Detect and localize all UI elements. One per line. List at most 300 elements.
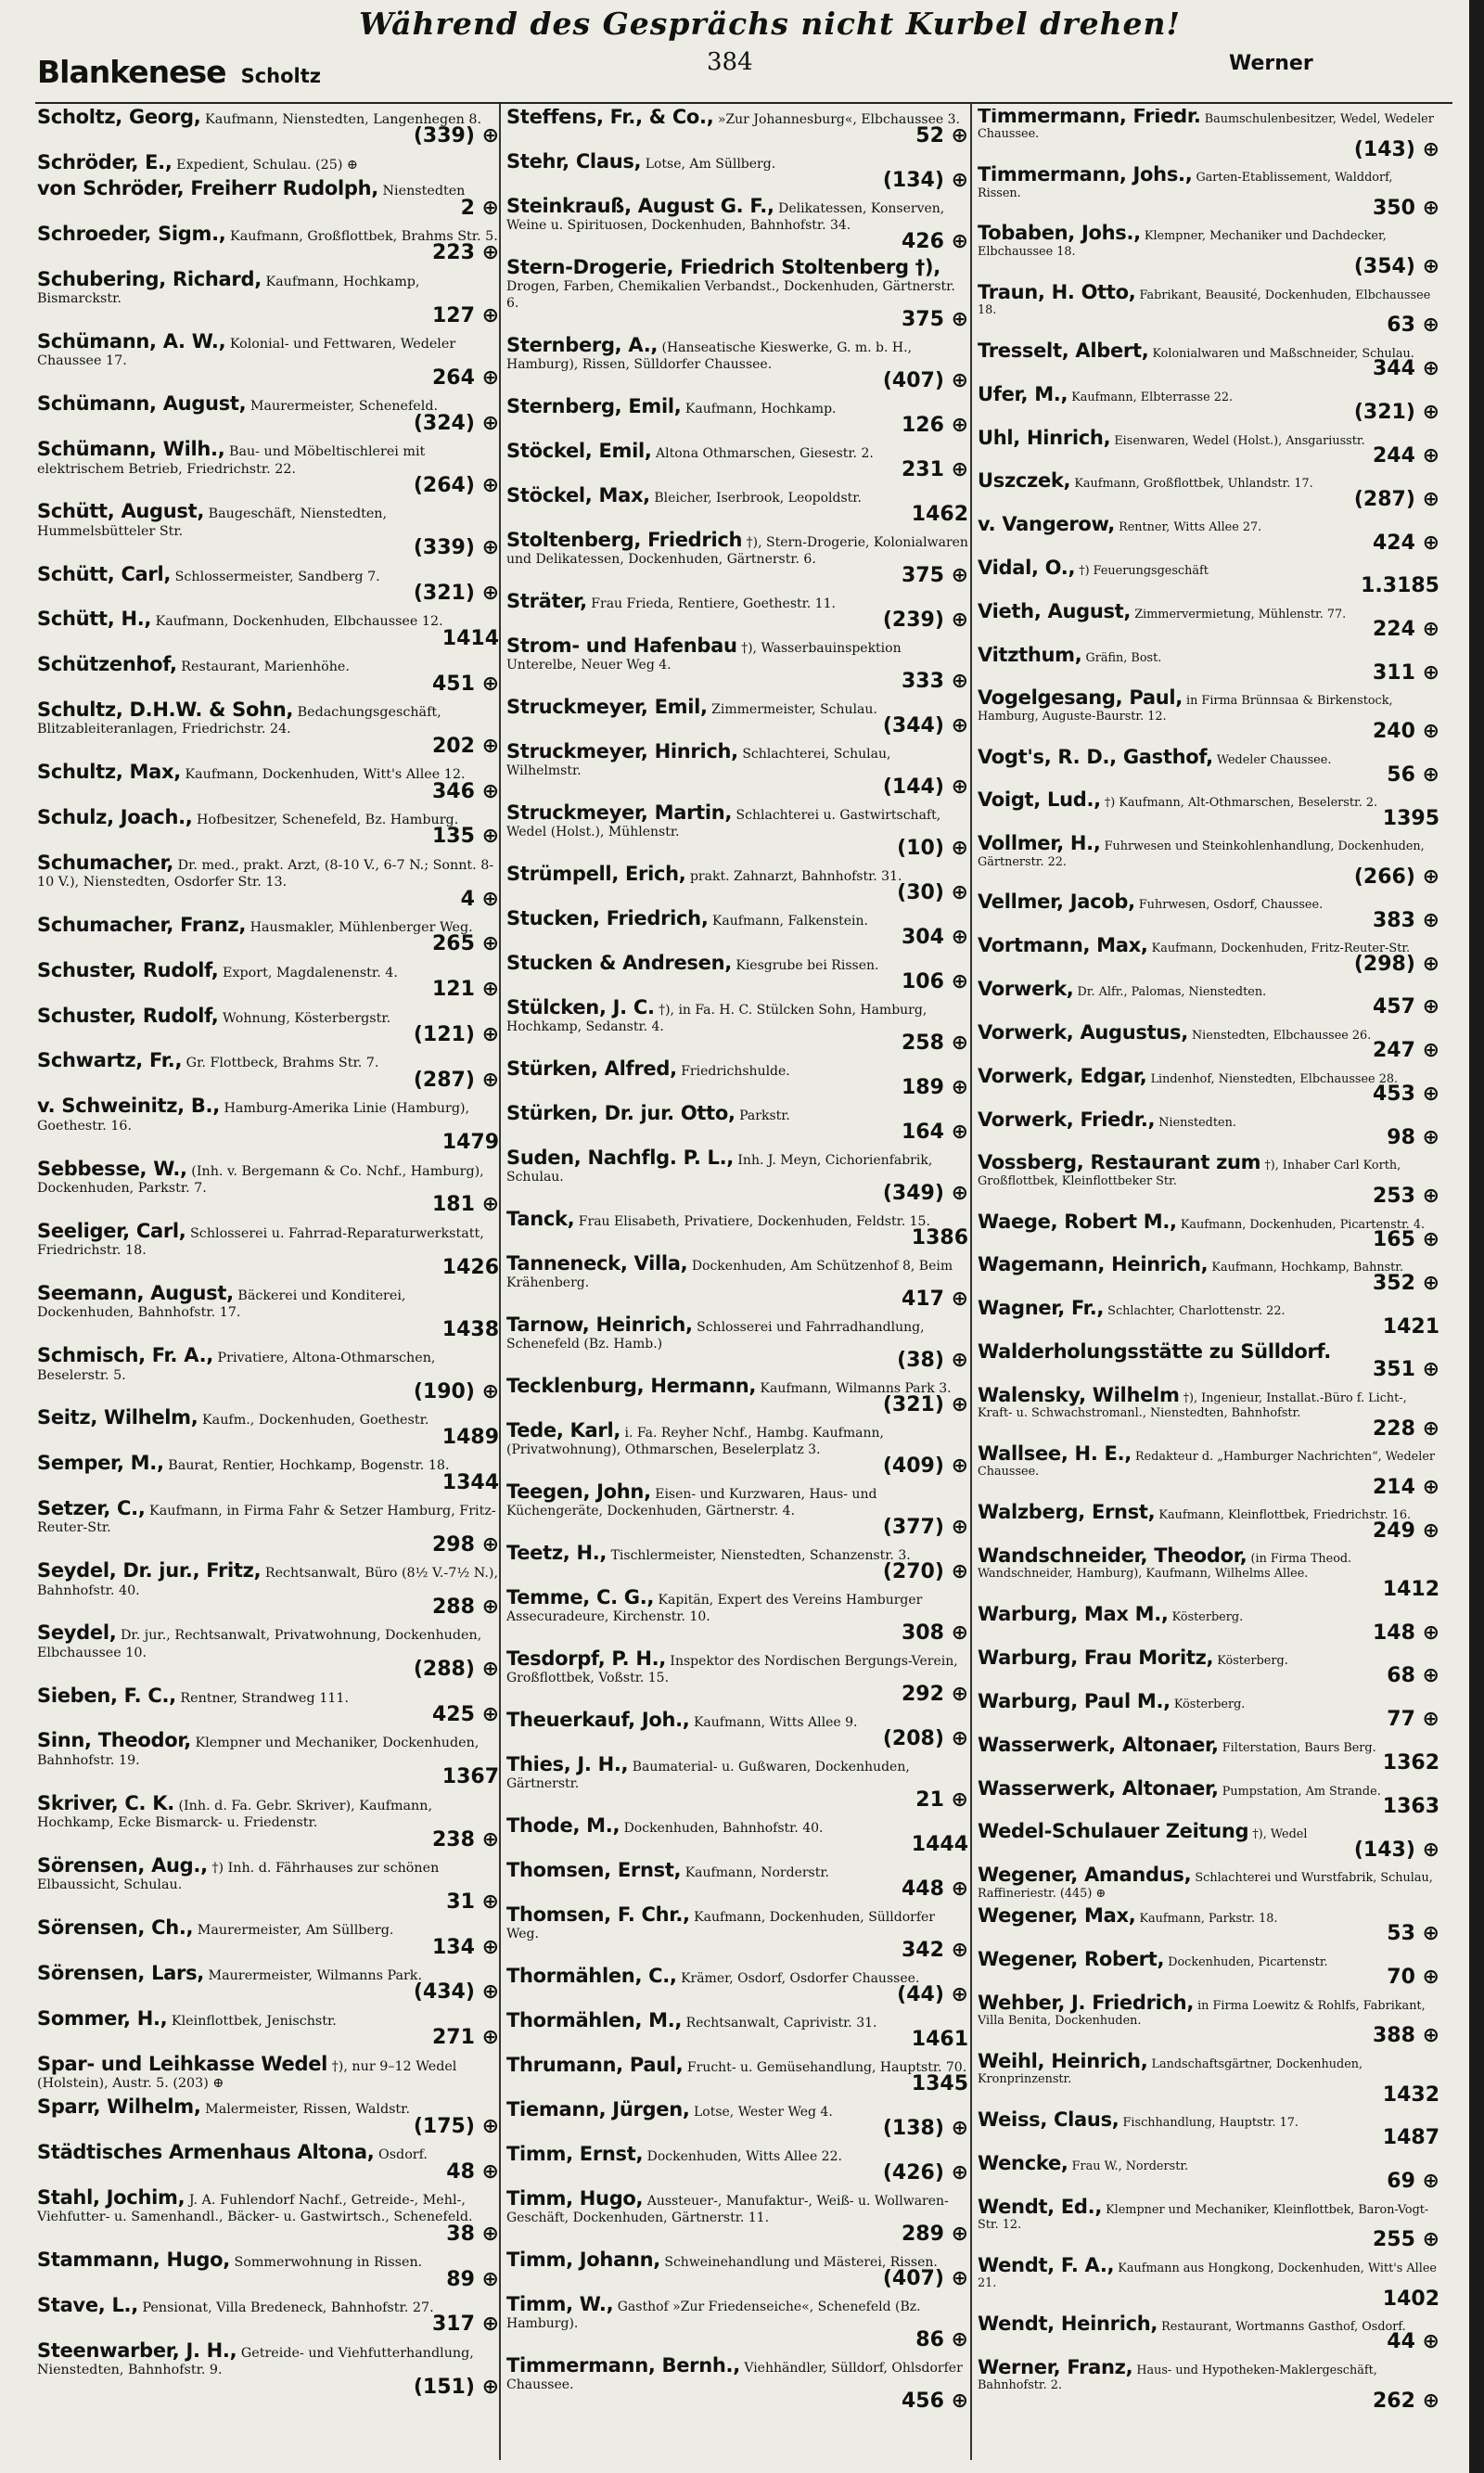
directory-entry: [978, 2108, 1439, 2150]
phone-number: 134 ⊕: [431, 1935, 499, 1959]
directory-entry: [37, 392, 499, 435]
entry-details: Kösterberg.: [1173, 1697, 1246, 1711]
phone-number: 258 ⊕: [901, 1031, 968, 1055]
directory-entry: [978, 1991, 1439, 2048]
entry-details: Dockenhuden, Witts Allee 22.: [646, 2149, 842, 2164]
entry-details: Eisenwaren, Wedel (Holst.), Ansgariusstr.: [1114, 433, 1365, 448]
directory-entry: [37, 1097, 499, 1153]
entry-name: Stoltenberg, Friedrich: [506, 529, 743, 551]
entry-details: Fuhrwesen und Steinkohlenhandlung, Dockenhuden, Gärtnerstr. 22.: [978, 839, 1425, 869]
entry-name: Schroeder, Sigm.,: [37, 223, 226, 246]
entry-name: Strom- und Hafenbau: [506, 634, 737, 657]
directory-entry: [506, 150, 968, 192]
entry-details: Kiesgrube bei Rissen.: [736, 958, 879, 973]
entry-name: Wencke,: [978, 2151, 1068, 2174]
entry-name: Vitzthum,: [978, 643, 1082, 666]
entry-details: Wedeler Chaussee.: [1216, 752, 1332, 767]
directory-entry: [978, 934, 1439, 976]
directory-entry: [978, 1339, 1439, 1382]
phone-number: 1402: [1382, 2287, 1439, 2311]
phone-number: 214 ⊕: [1372, 1475, 1439, 1499]
directory-entry: [37, 2006, 499, 2050]
phone-number: 451 ⊕: [431, 672, 499, 696]
entry-name: Wendt, Heinrich,: [978, 2313, 1158, 2336]
entry-name: Schumacher, Franz,: [37, 914, 247, 937]
phone-number: (339) ⊕: [413, 536, 499, 560]
directory-entry: [978, 2195, 1439, 2252]
phone-number: 417 ⊕: [901, 1288, 968, 1311]
entry-details: †), nur 9–12 Wedel (Holstein), Austr. 5. (203) ⊕: [37, 2058, 457, 2091]
entry-name: Voigt, Lud.,: [978, 788, 1101, 812]
entry-details: »Zur Johannesburg«, Elbchaussee 3.: [717, 112, 960, 127]
directory-entry: [506, 698, 968, 737]
directory-entry: [978, 1151, 1439, 1209]
phone-number: 289 ⊕: [901, 2223, 968, 2246]
phone-number: 1421: [1382, 1314, 1439, 1339]
phone-number: 288 ⊕: [431, 1595, 499, 1620]
entry-name: Teetz, H.,: [506, 1542, 608, 1564]
entry-name: Wehber, J. Friedrich,: [978, 1991, 1195, 2014]
entry-details: Altona Othmarschen, Giesestr. 2.: [656, 446, 874, 461]
directory-entry: [37, 225, 499, 264]
entry-name: Seeliger, Carl,: [37, 1219, 186, 1242]
phone-number: 98 ⊕: [1387, 1125, 1439, 1149]
entry-name: Stürken, Dr. jur. Otto,: [506, 1102, 736, 1124]
entry-details: Schlachterei u. Gastwirtschaft, Wedel (Holst.), Mühlenstr.: [506, 808, 941, 839]
entry-name: Walzberg, Ernst,: [978, 1501, 1156, 1524]
directory-entry: [37, 653, 499, 696]
phone-number: 457 ⊕: [1372, 995, 1439, 1019]
entry-details: †), Stern-Drogerie, Kolonialwaren und Delikatessen, Dockenhuden, Gärtnerstr. 6.: [506, 535, 968, 567]
directory-entry: [506, 2054, 968, 2095]
entry-name: Wegener, Robert,: [978, 1947, 1165, 1970]
directory-entry: [37, 1916, 499, 1959]
directory-entry: [978, 1297, 1439, 1339]
directory-entry: [37, 330, 499, 390]
directory-entry: [37, 562, 499, 605]
entry-details: (in Firma Theod. Wandschneider, Hamburg), Kaufmann, Wilhelms Allee.: [978, 1552, 1352, 1582]
phone-number: 56 ⊕: [1387, 763, 1439, 787]
entry-name: Stahl, Jochim,: [37, 2186, 186, 2209]
entry-details: Rentner, Witts Allee 27.: [1119, 520, 1262, 535]
phone-number: (190) ⊕: [413, 1379, 499, 1403]
phone-number: 1444: [911, 1833, 968, 1856]
entry-name: Schmisch, Fr. A.,: [37, 1344, 213, 1367]
phone-number: 426 ⊕: [901, 230, 968, 253]
entry-name: Uszczek,: [978, 469, 1071, 493]
directory-entry: [978, 426, 1439, 468]
entry-details: Kaufmann, Hochkamp, Bismarckstr.: [37, 274, 420, 307]
entry-details: Klempner und Mechaniker, Dockenhuden, Bahnhofstr. 19.: [37, 1736, 480, 1768]
entry-details: Nienstedten: [382, 184, 466, 199]
entry-name: Tanck,: [506, 1208, 575, 1230]
directory-entry: [506, 195, 968, 253]
directory-entry: [978, 2151, 1439, 2194]
entry-name: Sörensen, Lars,: [37, 1961, 204, 1984]
entry-name: Seitz, Wilhelm,: [37, 1406, 198, 1429]
entry-name: Struckmeyer, Martin,: [506, 801, 733, 824]
entry-name: Vorwerk, Edgar,: [978, 1064, 1147, 1087]
phone-number: 1438: [441, 1317, 499, 1341]
directory-entry: [37, 1049, 499, 1092]
entry-name: Tarnow, Heinrich,: [506, 1313, 693, 1336]
phone-number: 1412: [1382, 1577, 1439, 1601]
directory-entry: [506, 1208, 968, 1249]
entry-details: Frau Frieda, Rentiere, Goethestr. 11.: [591, 596, 836, 611]
phone-number: (264) ⊕: [413, 473, 499, 497]
phone-number: (30) ⊕: [897, 881, 968, 904]
phone-number: 44 ⊕: [1387, 2330, 1439, 2354]
phone-number: 344 ⊕: [1372, 357, 1439, 381]
directory-entry: [506, 996, 968, 1055]
phone-number: 1386: [911, 1226, 968, 1249]
entry-details: Baumaterial- u. Gußwaren, Dockenhuden, Gärtnerstr.: [506, 1760, 910, 1791]
entry-details: Kösterberg.: [1217, 1654, 1288, 1669]
phone-number: (266) ⊕: [1353, 865, 1439, 890]
directory-entry: [978, 2049, 1439, 2107]
entry-name: Steinkrauß, August G. F.,: [506, 195, 774, 217]
directory-entry: [506, 1859, 968, 1901]
phone-number: (321) ⊕: [882, 1393, 968, 1416]
phone-number: 89 ⊕: [446, 2267, 499, 2291]
entry-details: Wohnung, Kösterbergstr.: [223, 1010, 391, 1026]
directory-entry: [506, 2098, 968, 2140]
directory-entry: [506, 1149, 968, 1204]
directory-entry: [37, 150, 499, 173]
entry-name: Timm, Ernst,: [506, 2143, 644, 2165]
phone-number: (407) ⊕: [882, 2267, 968, 2290]
directory-entry: [506, 1586, 968, 1645]
phone-number: 135 ⊕: [431, 825, 499, 849]
phone-number: 189 ⊕: [901, 1076, 968, 1099]
entry-name: Schröder, E.,: [37, 150, 173, 173]
entry-name: Scholtz, Georg,: [37, 109, 201, 128]
entry-details: Kaufmann, Dockenhuden, Elbchaussee 12.: [155, 614, 443, 630]
entry-details: Pumpstation, Am Strande.: [1222, 1784, 1381, 1799]
header-rule: [35, 102, 1452, 104]
page-number: 384: [707, 48, 753, 76]
directory-entry: [978, 2313, 1439, 2354]
phone-number: 271 ⊕: [431, 2026, 499, 2050]
phone-number: 48 ⊕: [446, 2159, 499, 2184]
directory-entry: [37, 610, 499, 649]
phone-number: (287) ⊕: [1353, 487, 1439, 511]
entry-name: Seydel, Dr. jur., Fritz,: [37, 1559, 262, 1582]
phone-number: 342 ⊕: [901, 1939, 968, 1962]
directory-entry: [506, 1753, 968, 1812]
phone-number: 352 ⊕: [1372, 1271, 1439, 1295]
entry-details: †) Inh. d. Fährhauses zur schönen Elbaussicht, Schulau.: [37, 1860, 440, 1893]
phone-number: 21 ⊕: [915, 1788, 968, 1812]
phone-number: 240 ⊕: [1372, 720, 1439, 744]
entry-name: Stammann, Hugo,: [37, 2249, 230, 2272]
entry-name: Warburg, Paul M.,: [978, 1689, 1171, 1712]
entry-details: Hausmakler, Mühlenberger Weg.: [249, 920, 473, 936]
directory-entry: [506, 1903, 968, 1962]
entry-name: Tanneneck, Villa,: [506, 1252, 688, 1275]
directory-entry: [978, 1064, 1439, 1107]
phone-number: (208) ⊕: [882, 1727, 968, 1750]
entry-details: Kaufmann, Parkstr. 18.: [1139, 1911, 1278, 1926]
phone-number: (143) ⊕: [1353, 137, 1439, 161]
entry-details: Hamburg-Amerika Linie (Hamburg), Goethestr. 16.: [37, 1101, 470, 1134]
entry-name: Thies, J. H.,: [506, 1753, 629, 1775]
entry-details: Aussteuer-, Manufaktur-, Weiß- u. Wollwaren-Geschäft, Dockenhuden, Gärtnerstr. 11.: [506, 2194, 949, 2225]
entry-details: Nienstedten.: [1158, 1115, 1236, 1130]
entry-name: Sparr, Wilhelm,: [37, 2095, 201, 2119]
phone-number: 453 ⊕: [1372, 1083, 1439, 1107]
phone-number: 253 ⊕: [1372, 1185, 1439, 1209]
entry-name: Schultz, D.H.W. & Sohn,: [37, 698, 294, 721]
entry-details: Osdorf.: [377, 2147, 428, 2163]
entry-details: Schweinehandlung und Mästerei, Rissen.: [664, 2255, 938, 2270]
phone-number: (10) ⊕: [897, 837, 968, 860]
column-divider: [499, 104, 501, 2460]
phone-number: (44) ⊕: [897, 1983, 968, 2006]
directory-entry: [37, 1004, 499, 1047]
entry-details: Dr. med., prakt. Arzt, (8-10 V., 6-7 N.; Sonnt. 8-10 V.), Nienstedten, Osdorfer Str. 13.: [37, 857, 494, 891]
phone-number: (324) ⊕: [413, 411, 499, 435]
directory-entry: [37, 1853, 499, 1914]
directory-entry: [978, 1603, 1439, 1645]
directory-entry: [978, 222, 1439, 279]
phone-number: (321) ⊕: [1353, 401, 1439, 425]
phone-number: 424 ⊕: [1372, 531, 1439, 555]
entry-details: Privatiere, Altona-Othmarschen, Beselerstr. 5.: [37, 1351, 436, 1383]
entry-name: Stave, L.,: [37, 2294, 138, 2317]
entry-name: Wallsee, H. E.,: [978, 1442, 1132, 1465]
phone-number: (121) ⊕: [413, 1023, 499, 1047]
entry-name: Setzer, C.,: [37, 1497, 146, 1519]
entry-details: Kolonialwaren und Maßschneider, Schulau.: [1152, 346, 1414, 361]
entry-name: Walensky, Wilhelm: [978, 1383, 1180, 1406]
phone-number: 388 ⊕: [1372, 2024, 1439, 2048]
entry-name: Stöckel, Emil,: [506, 440, 652, 462]
directory-entry: [506, 2354, 968, 2413]
entry-details: Bedachungsgeschäft, Blitzableiteranlagen, Friedrichstr. 24.: [37, 704, 441, 737]
entry-details: Nienstedten, Elbchaussee 26.: [1191, 1028, 1372, 1043]
entry-details: Kaufmann, Witts Allee 9.: [693, 1715, 858, 1730]
entry-details: Rechtsanwalt, Büro (8½ V.-7½ N.), Bahnhofstr. 40.: [37, 1566, 498, 1598]
directory-entry: [978, 1253, 1439, 1295]
entry-name: Stucken & Andresen,: [506, 952, 732, 974]
entry-name: Timmermann, Bernh.,: [506, 2354, 740, 2377]
directory-entry: [978, 599, 1439, 642]
directory-entry: [978, 109, 1439, 160]
entry-name: Vossberg, Restaurant zum: [978, 1151, 1261, 1174]
entry-details: Dockenhuden, Am Schützenhof 8, Beim Krähenberg.: [506, 1259, 953, 1290]
phone-number: 68 ⊕: [1387, 1664, 1439, 1688]
phone-number: 456 ⊕: [901, 2390, 968, 2413]
entry-details: (Hanseatische Kieswerke, G. m. b. H., Hamburg), Rissen, Sülldorfer Chaussee.: [506, 340, 913, 372]
phone-number: (287) ⊕: [413, 1068, 499, 1092]
entry-details: Malermeister, Rissen, Waldstr.: [205, 2102, 410, 2118]
directory-entry: [978, 745, 1439, 787]
phone-number: 69 ⊕: [1387, 2170, 1439, 2194]
entry-details: Restaurant, Wortmanns Gasthof, Osdorf.: [1161, 2320, 1406, 2335]
entry-details: Kaufmann, Elbterrasse 22.: [1071, 390, 1234, 404]
entry-name: Stöckel, Max,: [506, 484, 650, 506]
entry-details: Gasthof »Zur Friedenseiche«, Schenefeld (Bz. Hamburg).: [506, 2300, 921, 2331]
directory-entry: [978, 513, 1439, 555]
phone-number: 244 ⊕: [1372, 443, 1439, 468]
entry-name: Traun, H. Otto,: [978, 280, 1136, 303]
directory-entry: [978, 1501, 1439, 1543]
entry-name: Werner, Franz,: [978, 2355, 1133, 2378]
entry-name: Schützenhof,: [37, 653, 177, 676]
directory-entry: [506, 1967, 968, 2005]
directory-entry: [506, 740, 968, 799]
entry-name: Ufer, M.,: [978, 382, 1068, 405]
directory-entry: [37, 958, 499, 1002]
directory-entry: [978, 163, 1439, 221]
entry-details: Schlachterei, Schulau, Wilhelmstr.: [506, 747, 891, 778]
entry-name: Schütt, H.,: [37, 608, 152, 631]
entry-details: prakt. Zahnarzt, Bahnhofstr. 31.: [689, 869, 902, 884]
entry-name: Sebbesse, W.,: [37, 1157, 187, 1180]
entry-details: Kaufmann, Großflottbek, Uhlandstr. 17.: [1074, 477, 1313, 492]
directory-entry: [978, 1820, 1439, 1862]
phone-number: (426) ⊕: [882, 2161, 968, 2185]
directory-column-3: [978, 109, 1439, 2455]
entry-details: Kaufmann aus Hongkong, Dockenhuden, Witt's Allee 21.: [978, 2261, 1437, 2291]
entry-details: Frau Elisabeth, Privatiere, Dockenhuden, Feldstr. 15.: [578, 1214, 930, 1229]
directory-entry: [37, 1729, 499, 1789]
directory-entry: [978, 2253, 1439, 2311]
entry-name: v. Vangerow,: [978, 513, 1115, 536]
entry-details: Lotse, Wester Weg 4.: [693, 2105, 833, 2120]
phone-number: 127 ⊕: [431, 303, 499, 327]
entry-details: in Firma Brünnsaa & Birkenstock, Hamburg, Auguste-Baurstr. 12.: [978, 694, 1393, 724]
directory-entry: [978, 1733, 1439, 1775]
phone-number: (270) ⊕: [882, 1560, 968, 1583]
phone-number: 52 ⊕: [915, 124, 968, 147]
entry-details: Klempner und Mechaniker, Kleinflottbek, Baron-Vogt-Str. 12.: [978, 2202, 1429, 2233]
entry-details: Lindenhof, Nienstedten, Elbchaussee 28.: [1150, 1071, 1399, 1086]
directory-entry: [506, 1544, 968, 1582]
place-name: Blankenese: [37, 54, 226, 90]
entry-details: Haus- und Hypotheken-Maklergeschäft, Bahnhofstr. 2.: [978, 2363, 1377, 2393]
directory-entry: [506, 442, 968, 481]
entry-name: Stucken, Friedrich,: [506, 907, 709, 929]
entry-details: Inspektor des Nordischen Bergungs-Verein, Großflottbek, Voßstr. 15.: [506, 1654, 958, 1685]
directory-entry: [37, 500, 499, 560]
phone-number: 247 ⊕: [1372, 1039, 1439, 1063]
entry-details: Kolonial- und Fettwaren, Wedeler Chaussee 17.: [37, 337, 456, 369]
directory-entry: [506, 2187, 968, 2246]
phone-number: 317 ⊕: [431, 2313, 499, 2337]
directory-entry: [37, 2141, 499, 2184]
directory-entry: [978, 643, 1439, 685]
phone-number: 1367: [441, 1765, 499, 1789]
entry-details: Kaufmann, Hochkamp.: [684, 402, 837, 416]
phone-number: 231 ⊕: [901, 458, 968, 481]
directory-entry: [978, 788, 1439, 830]
entry-name: Sörensen, Aug.,: [37, 1853, 208, 1877]
entry-details: Drogen, Farben, Chemikalien Verbandst., Dockenhuden, Gärtnerstr. 6.: [506, 279, 955, 311]
directory-entry: [37, 2251, 499, 2290]
entry-details: Dockenhuden, Picartenstr.: [1168, 1954, 1328, 1969]
entry-name: Wendt, F. A.,: [978, 2253, 1115, 2276]
phone-number: 308 ⊕: [901, 1621, 968, 1645]
entry-details: †) Feuerungsgeschäft: [1079, 563, 1209, 578]
directory-column-1: [37, 109, 499, 2455]
directory-entry: [978, 1383, 1439, 1441]
entry-details: Kaufmann, Dockenhuden, Sülldorfer Weg.: [506, 1910, 935, 1941]
entry-name: v. Schweinitz, B.,: [37, 1095, 220, 1118]
entry-details: Schlachter, Charlottenstr. 22.: [1107, 1304, 1286, 1319]
directory-entry: [978, 1442, 1439, 1499]
entry-details: Bleicher, Iserbrook, Leopoldstr.: [654, 491, 862, 506]
entry-details: Landschaftsgärtner, Dockenhuden, Kronprinzenstr.: [978, 2057, 1363, 2087]
directory-entry: [37, 1219, 499, 1279]
entry-details: Rentner, Strandweg 111.: [180, 1690, 350, 1706]
entry-name: Schumacher,: [37, 851, 174, 874]
entry-name: von Schröder, Freiherr Rudolph,: [37, 177, 378, 200]
entry-name: Thormählen, C.,: [506, 1965, 677, 1987]
entry-name: Sternberg, A.,: [506, 334, 659, 356]
phone-number: (143) ⊕: [1353, 1838, 1439, 1862]
directory-entry: [37, 851, 499, 911]
entry-name: Wagner, Fr.,: [978, 1297, 1105, 1320]
entry-name: Thomsen, Ernst,: [506, 1859, 682, 1881]
entry-name: Temme, C. G.,: [506, 1586, 655, 1608]
entry-name: Theuerkauf, Joh.,: [506, 1709, 690, 1731]
phone-number: 238 ⊕: [431, 1827, 499, 1852]
entry-details: Kleinflottbek, Jenischstr.: [171, 2013, 337, 2029]
phone-number: 292 ⊕: [901, 1683, 968, 1706]
entry-details: Fabrikant, Beausité, Dockenhuden, Elbchaussee 18.: [978, 288, 1431, 318]
phone-number: (151) ⊕: [413, 2375, 499, 2399]
directory-entry: [506, 2009, 968, 2051]
directory-entry: [37, 698, 499, 758]
phone-number: (144) ⊕: [882, 775, 968, 799]
entry-name: Uhl, Hinrich,: [978, 426, 1111, 449]
phone-number: 304 ⊕: [901, 926, 968, 949]
directory-column-2: [506, 109, 968, 2455]
directory-entry: [506, 1814, 968, 1856]
directory-entry: [37, 806, 499, 849]
entry-details: Kaufmann, Wilmanns Park 3.: [760, 1381, 952, 1396]
phone-number: 63 ⊕: [1387, 314, 1439, 338]
directory-entry: [978, 832, 1439, 890]
entry-name: Tobaben, Johs.,: [978, 222, 1141, 245]
entry-name: Warburg, Frau Moritz,: [978, 1647, 1214, 1670]
directory-entry: [978, 1864, 1439, 1902]
entry-details: Inh. J. Meyn, Cichorienfabrik, Schulau.: [506, 1153, 933, 1185]
directory-entry: [978, 382, 1439, 425]
phone-number: 70 ⊕: [1387, 1966, 1439, 1990]
phone-number: 383 ⊕: [1372, 908, 1439, 932]
phone-number: 1487: [1382, 2126, 1439, 2150]
directory-entry: [506, 907, 968, 949]
entry-details: Fischhandlung, Hauptstr. 17.: [1122, 2116, 1298, 2130]
directory-entry: [506, 952, 968, 993]
directory-entry: [37, 2052, 499, 2093]
entry-name: Sieben, F. C.,: [37, 1684, 176, 1707]
entry-name: Semper, M.,: [37, 1452, 164, 1475]
phone-number: 262 ⊕: [1372, 2389, 1439, 2413]
phone-number: (434) ⊕: [413, 1980, 499, 2005]
phone-number: 223 ⊕: [431, 241, 499, 265]
entry-name: Steffens, Fr., & Co.,: [506, 109, 714, 128]
first-entry-name: Scholtz: [240, 65, 321, 87]
phone-number: 375 ⊕: [901, 564, 968, 587]
entry-details: †), in Fa. H. C. Stülcken Sohn, Hamburg, Hochkamp, Sedanstr. 4.: [506, 1003, 928, 1034]
entry-details: Kaufmann, Dockenhuden, Witt's Allee 12.: [185, 767, 466, 783]
directory-entry: [978, 1776, 1439, 1818]
directory-entry: [506, 2251, 968, 2289]
